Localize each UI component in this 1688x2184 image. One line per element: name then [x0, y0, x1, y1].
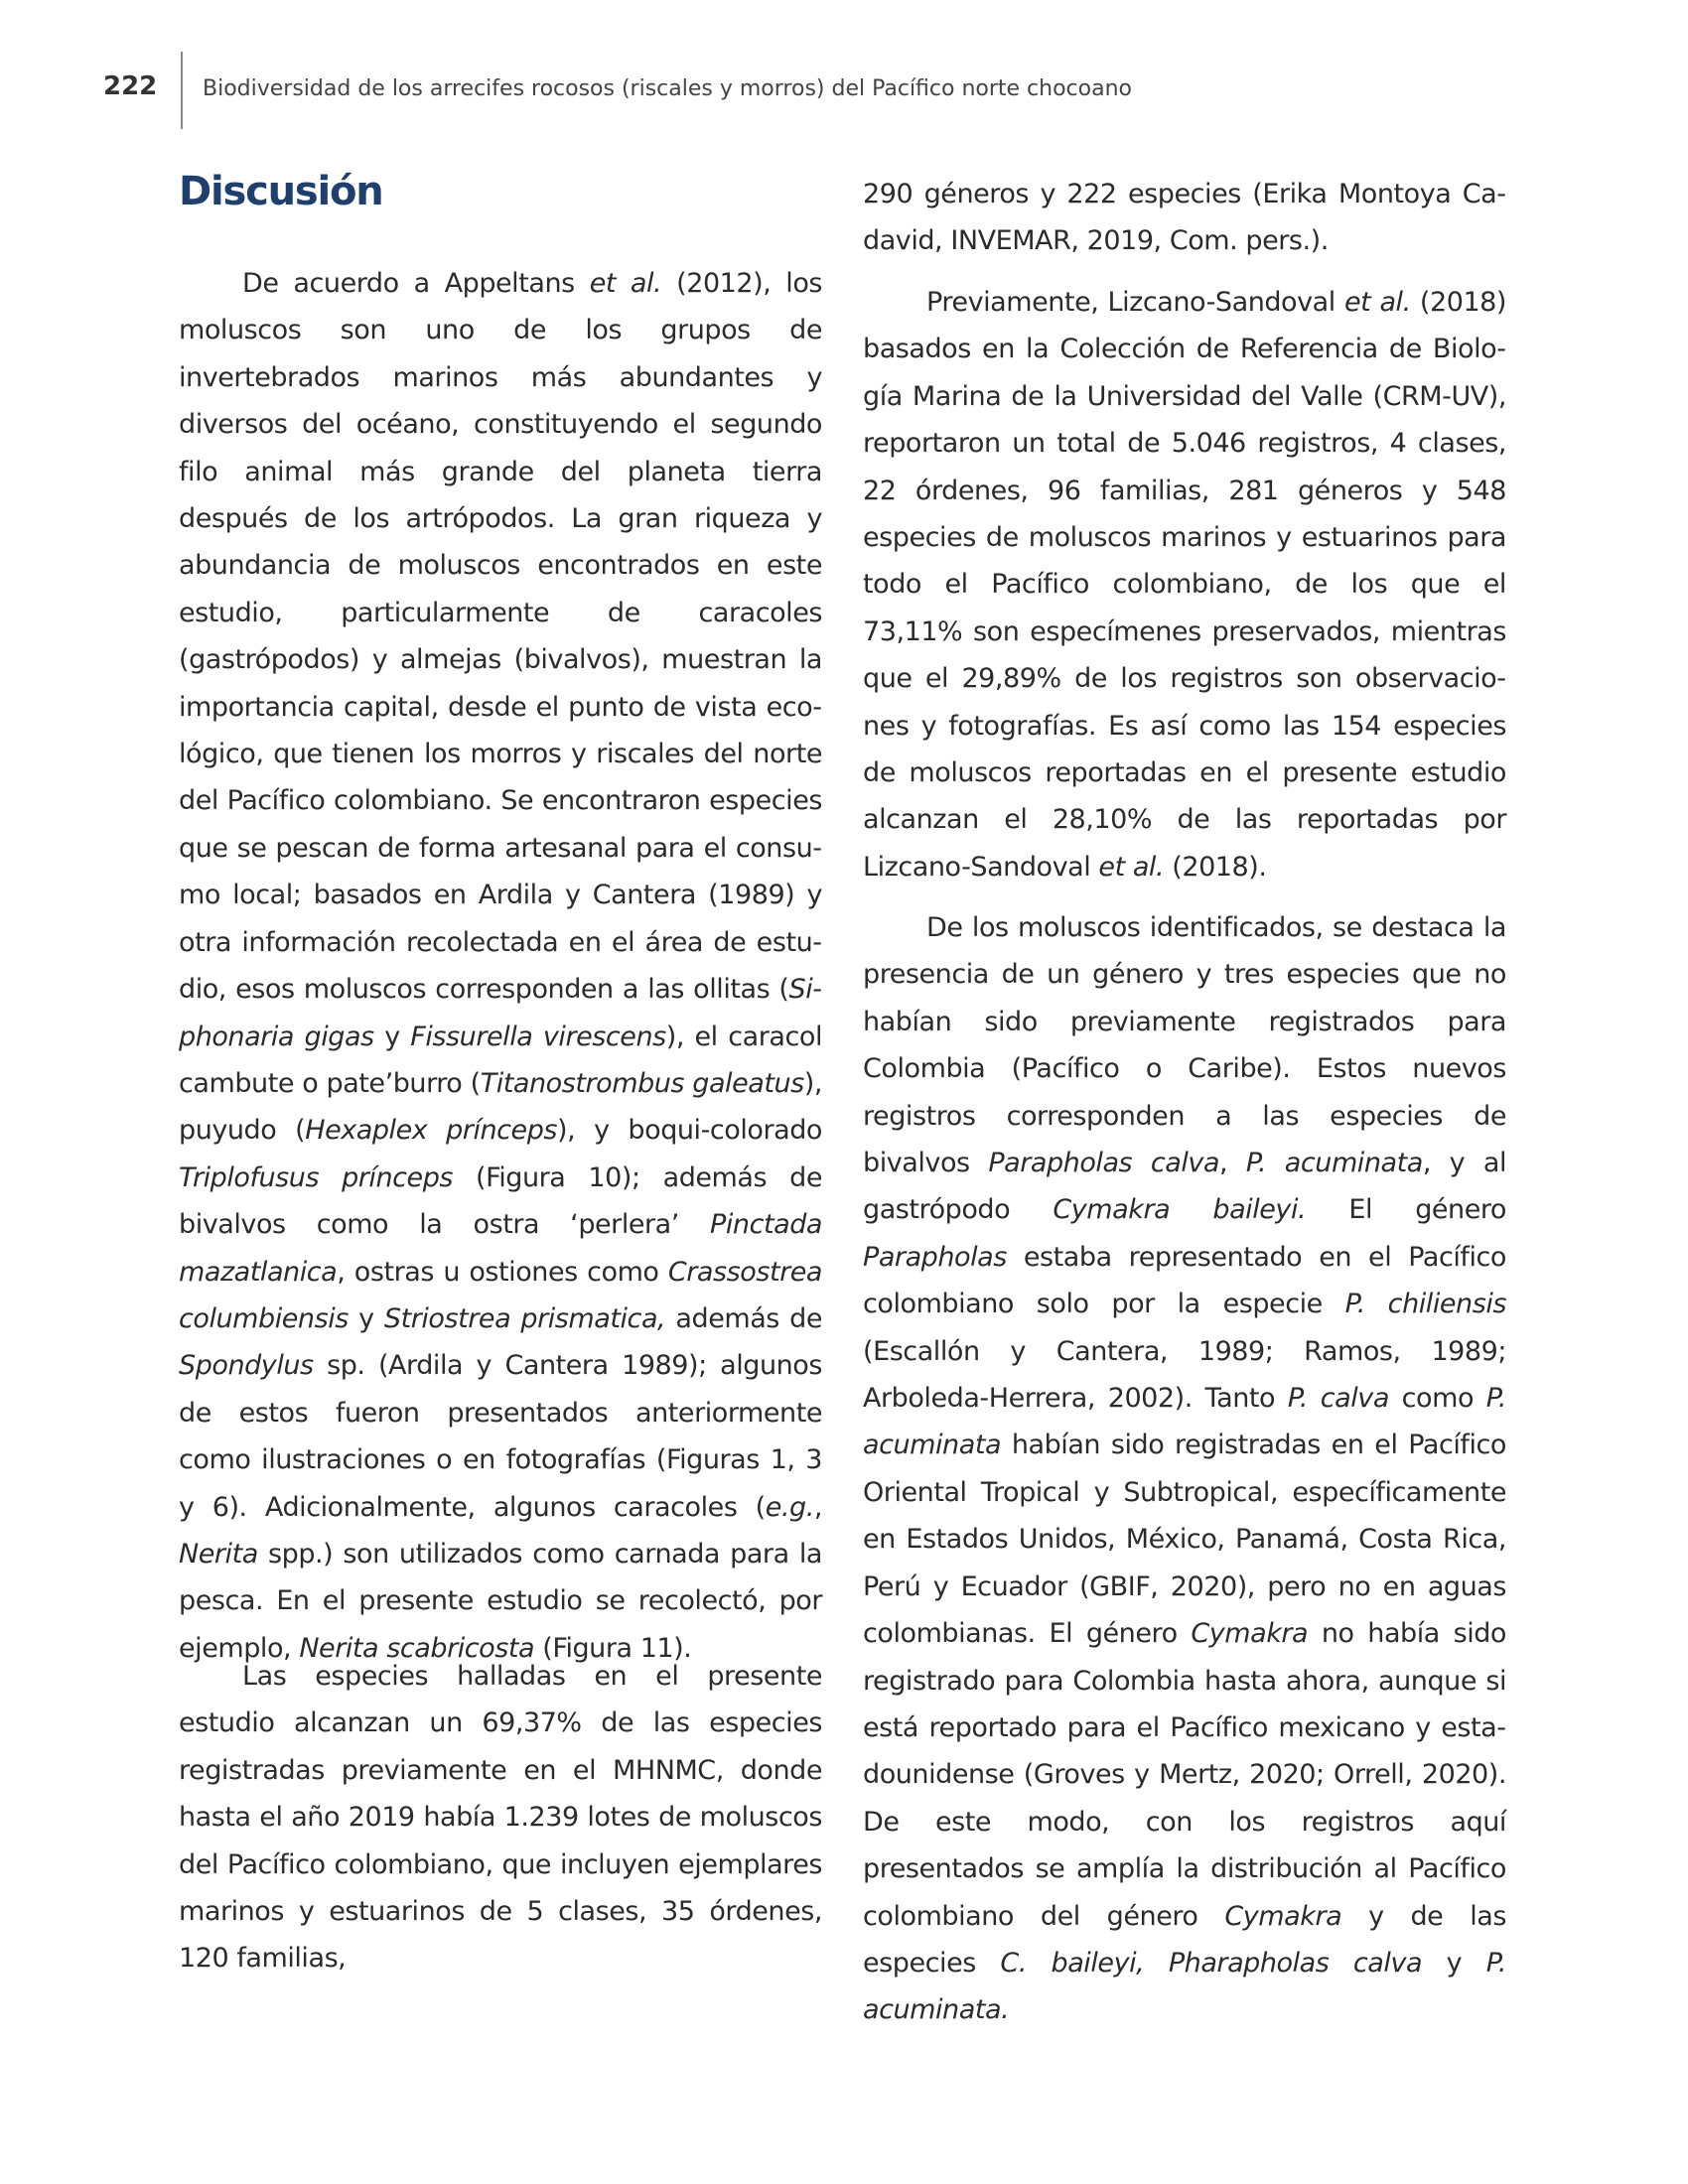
left-column-cont [179, 1653, 822, 1982]
paragraph: De los moluscos identificados, se destaca la presencia de un género y tres especies que no habían sido previamente registrados para Colombia (Pacífico o Caribe). Estos nuevos registros corresponden a las especies de bivalvos Parapholas calva, P. acuminata, y al gastrópodo Cymakra baileyi. El género Parapholas estaba representado en el Pacífico colombiano solo por la especie P. chiliensis (Escallón y Cantera, 1989; Ramos, 1989; Arboleda-Herrera, 2002). Tanto P. calva como P. acuminata habían sido registradas en el Pacífico Oriental Tropical y Subtropical, específicamente en Estados Unidos, México, Panamá, Costa Rica, Perú y Ecuador (GBIF, 2020), pero no en aguas colombianas. El género Cymakra no había sido registrado para Colombia hasta ahora, aunque si está reportado para el Pacífico mexicano y estadounidense (Groves y Mertz, 2020; Orrell, 2020). De este modo, con los registros aquí presentados se amplía la distribución al Pacífico colombiano del género Cymakra y de las especies C. baileyi, Pharapholas calva y P. acuminata. [863, 912, 1507, 2026]
running-title: Biodiversidad de los arrecifes rocosos (riscales y morros) del Pacífico norte chocoano [203, 76, 1132, 101]
right-column [863, 171, 1506, 265]
paragraph: De acuerdo a Appeltans et al. (2012), los moluscos son uno de los grupos de invertebrados marinos más abundantes y diversos del océano, constituyendo el segundo filo animal más grande del planeta tierra después de los artrópodos. La gran riqueza y abundancia de moluscos encontrados en este estudio, particularmente de caracoles (gastrópodos) y almejas (bivalvos), muestran la importancia capital, desde el punto de vista ecológico, que tienen los morros y riscales del norte del Pacífico colombiano. Se encontraron especies que se pescan de forma artesanal para el consumo local; basados en Ardila y Cantera (1989) y otra información recolectada en el área de estudio, esos moluscos corresponden a las ollitas (Siphonaria gigas y Fissurella virescens), el caracol cambute o pate’burro (Titanostrombus galeatus), puyudo (Hexaplex prínceps), y boqui-colorado Triplofusus prínceps (Figura 10); además de bivalvos como la ostra ‘perlera’ Pinctada mazatlanica, ostras u ostiones como Crassostrea columbiensis y Striostrea prismatica, además de Spondylus sp. (Ardila y Cantera 1989); algunos de estos fueron presentados anteriormente como ilustraciones o en fotografías (Figuras 1, 3 y 6). Adicionalmente, algunos caracoles (e.g., Nerita spp.) son utilizados como carnada para la pesca. En el presente estudio se recolectó, por ejemplo, Nerita scabricosta (Figura 11). [179, 268, 823, 1664]
right-column-p2 [863, 904, 1506, 2034]
paragraph: Las especies halladas en el presente estudio alcanzan un 69,37% de las especies registradas previamente en el MHNMC, donde hasta el año 2019 había 1.239 lotes de moluscos del Pacífico colombiano, que incluyen ejemplares marinos y estuarinos de 5 clases, 35 órdenes, 120 familias, [179, 1661, 822, 1975]
page-number: 222 [103, 71, 158, 101]
paragraph: Previamente, Lizcano-Sandoval et al. (2018) basados en la Colección de Referencia de Biología Marina de la Universidad del Valle (CRM-UV), reportaron un total de 5.046 registros, 4 clases, 22 órdenes, 96 familias, 281 géneros y 548 especies de moluscos marinos y estuarinos para todo el Pacífico colombiano, de los que el 73,11% son especímenes preservados, mientras que el 29,89% de los registros son observaciones y fotografías. Es así como las 154 especies de moluscos reportadas en el presente estudio alcanzan el 28,10% de las reportadas por Lizcano-Sandoval et al. (2018). [863, 287, 1506, 883]
right-column-p1 [863, 279, 1506, 890]
paragraph: 290 géneros y 222 especies (Erika Montoya Cadavid, INVEMAR, 2019, Com. pers.). [863, 179, 1506, 257]
header-divider [181, 52, 183, 129]
left-column [179, 260, 822, 1672]
section-heading: Discusión [179, 169, 383, 214]
